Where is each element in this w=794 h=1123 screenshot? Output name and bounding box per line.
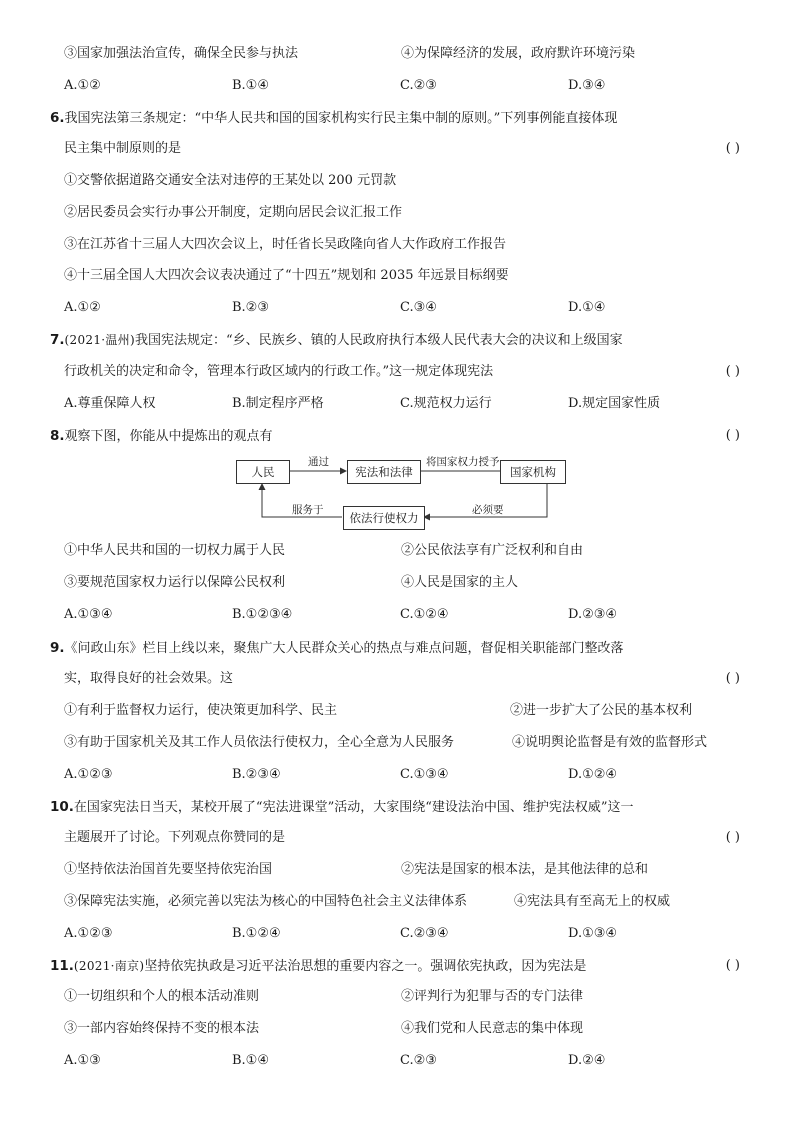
q5-option-b[interactable]: B.①④ bbox=[232, 78, 269, 93]
q11-options bbox=[64, 1051, 740, 1071]
q7-options bbox=[64, 394, 740, 414]
q10-stem-line-1 bbox=[50, 797, 740, 817]
q10-statement-1: ①坚持依法治国首先要坚持依宪治国 bbox=[64, 862, 273, 877]
q5-options bbox=[64, 76, 740, 96]
q9-stem-2: 实，取得良好的社会效果。这 bbox=[64, 671, 234, 686]
q10-option-a[interactable]: A.①②③ bbox=[64, 926, 113, 941]
q11-option-c[interactable]: C.②③ bbox=[400, 1053, 437, 1068]
q7-stem-line-2 bbox=[64, 362, 740, 382]
q8-option-a[interactable]: A.①③④ bbox=[64, 607, 113, 622]
q9-statement-3: ③有助于国家机关及其工作人员依法行使权力，全心全意为人民服务 bbox=[64, 735, 455, 750]
q7-option-b[interactable]: B.制定程序严格 bbox=[232, 396, 324, 411]
q10-statement-row-2 bbox=[64, 892, 740, 912]
q9-statement-row-2 bbox=[64, 733, 740, 753]
q8-statement-row-2 bbox=[64, 573, 740, 593]
q6-option-c[interactable]: C.③④ bbox=[400, 300, 437, 315]
q6-option-b[interactable]: B.②③ bbox=[232, 300, 269, 315]
q7-source: (2021·温州) bbox=[64, 333, 135, 347]
q7-option-c[interactable]: C.规范权力运行 bbox=[400, 396, 492, 411]
q9-number: 9. bbox=[50, 640, 65, 656]
q9-option-b[interactable]: B.②③④ bbox=[232, 767, 281, 782]
q8-option-c[interactable]: C.①②④ bbox=[400, 607, 449, 622]
node-people: 人民 bbox=[236, 460, 290, 484]
q9-options bbox=[64, 765, 740, 785]
q5-option-a[interactable]: A.①② bbox=[64, 78, 101, 93]
q10-statement-2: ②宪法是国家的根本法，是其他法律的总和 bbox=[401, 862, 649, 877]
q10-statement-4: ④宪法具有至高无上的权威 bbox=[514, 894, 671, 909]
q10-statement-row-1 bbox=[64, 860, 740, 880]
q9-stem-line-1 bbox=[50, 638, 740, 658]
label-grant-power: 将国家权力授予 bbox=[426, 456, 500, 468]
q8-statement-1: ①中华人民共和国的一切权力属于人民 bbox=[64, 543, 286, 558]
q8-answer-bracket[interactable]: ( ) bbox=[725, 428, 740, 443]
q6-stem-2: 民主集中制原则的是 bbox=[64, 141, 182, 156]
node-constitution-law: 宪法和法律 bbox=[347, 460, 421, 484]
q6-option-d[interactable]: D.①④ bbox=[568, 300, 606, 315]
q11-option-b[interactable]: B.①④ bbox=[232, 1053, 269, 1068]
q10-option-c[interactable]: C.②③④ bbox=[400, 926, 449, 941]
q11-answer-bracket[interactable]: ( ) bbox=[725, 958, 740, 973]
q10-answer-bracket[interactable]: ( ) bbox=[725, 830, 740, 845]
q6-statement-2: ②居民委员会实行办事公开制度，定期向居民会议汇报工作 bbox=[64, 205, 403, 220]
q7-option-a[interactable]: A.尊重保障人权 bbox=[64, 396, 156, 411]
q6-statement-3: ③在江苏省十三届人大四次会议上，时任省长吴政隆向省人大作政府工作报告 bbox=[64, 237, 507, 252]
q9-statement-2: ②进一步扩大了公民的基本权利 bbox=[510, 703, 693, 718]
q7-stem-1: 我国宪法规定：“乡、民族乡、镇的人民政府执行本级人民代表大会的决议和上级国家 bbox=[134, 333, 623, 348]
q10-stem-line-2 bbox=[64, 828, 740, 848]
q5-statement-4: ④为保障经济的发展，政府默许环境污染 bbox=[401, 46, 636, 61]
q8-number: 8. bbox=[50, 428, 65, 444]
q5-option-d[interactable]: D.③④ bbox=[568, 78, 606, 93]
q6-stem-1: 我国宪法第三条规定：“中华人民共和国的国家机构实行民主集中制的原则。”下列事例能直接体现 bbox=[64, 111, 618, 126]
q7-number: 7. bbox=[50, 332, 65, 348]
q8-statement-2: ②公民依法享有广泛权利和自由 bbox=[401, 543, 584, 558]
q6-number: 6. bbox=[50, 110, 65, 126]
q11-option-a[interactable]: A.①③ bbox=[64, 1053, 101, 1068]
label-must: 必须要 bbox=[472, 504, 504, 516]
q6-answer-bracket[interactable]: ( ) bbox=[725, 141, 740, 156]
q10-number: 10. bbox=[50, 799, 74, 815]
q9-answer-bracket[interactable]: ( ) bbox=[725, 671, 740, 686]
q9-option-a[interactable]: A.①②③ bbox=[64, 767, 113, 782]
q9-stem-line-2 bbox=[64, 669, 740, 689]
q11-stem-1: 坚持依宪执政是习近平法治思想的重要内容之一。强调依宪执政，因为宪法是 bbox=[144, 959, 587, 974]
q11-option-d[interactable]: D.②④ bbox=[568, 1053, 606, 1068]
q8-stem-line-1 bbox=[50, 426, 740, 446]
label-serve: 服务于 bbox=[292, 504, 324, 516]
q11-statement-row-2 bbox=[64, 1019, 740, 1039]
q9-stem-1: 《问政山东》栏目上线以来，聚焦广大人民群众关心的热点与难点问题，督促相关职能部门整改落 bbox=[64, 641, 624, 656]
node-exercise-power: 依法行使权力 bbox=[343, 506, 425, 530]
q10-statement-3: ③保障宪法实施，必须完善以宪法为核心的中国特色社会主义法律体系 bbox=[64, 894, 468, 909]
q8-flow-diagram bbox=[234, 454, 564, 530]
q7-answer-bracket[interactable]: ( ) bbox=[725, 364, 740, 379]
q8-statement-4: ④人民是国家的主人 bbox=[401, 575, 519, 590]
q9-statement-4: ④说明舆论监督是有效的监督形式 bbox=[512, 735, 708, 750]
q11-statement-4: ④我们党和人民意志的集中体现 bbox=[401, 1021, 584, 1036]
q11-stem-line-1 bbox=[50, 956, 740, 976]
q11-statement-row-1 bbox=[64, 987, 740, 1007]
q8-option-b[interactable]: B.①②③④ bbox=[232, 607, 293, 622]
q11-source: (2021·南京) bbox=[73, 959, 145, 973]
q10-options bbox=[64, 924, 740, 944]
q5-statement-3: ③国家加强法治宣传，确保全民参与执法 bbox=[64, 46, 299, 61]
q8-statement-row-1 bbox=[64, 541, 740, 561]
q8-option-d[interactable]: D.②③④ bbox=[568, 607, 618, 622]
q8-stem-1: 观察下图，你能从中提炼出的观点有 bbox=[64, 429, 273, 444]
q10-stem-2: 主题展开了讨论。下列观点你赞同的是 bbox=[64, 830, 286, 845]
q9-statement-row-1 bbox=[64, 701, 740, 721]
q11-statement-1: ①一切组织和个人的根本活动准则 bbox=[64, 989, 260, 1004]
q7-option-d[interactable]: D.规定国家性质 bbox=[568, 396, 661, 411]
q7-stem-2: 行政机关的决定和命令，管理本行政区域内的行政工作。”这一规定体现宪法 bbox=[64, 364, 494, 379]
q6-options bbox=[64, 298, 740, 318]
node-state-organs: 国家机构 bbox=[500, 460, 566, 484]
q6-stem-line-2 bbox=[64, 139, 740, 159]
q9-option-d[interactable]: D.①②④ bbox=[568, 767, 618, 782]
q7-stem-line-1 bbox=[50, 330, 740, 350]
q10-stem-1: 在国家宪法日当天，某校开展了“宪法进课堂”活动，大家围绕“建设法治中国、维护宪法权威”这一 bbox=[73, 800, 634, 815]
q6-stem-line-1 bbox=[50, 108, 740, 128]
label-through: 通过 bbox=[308, 456, 329, 468]
q6-statement-1: ①交警依据道路交通安全法对违停的王某处以 200 元罚款 bbox=[64, 173, 397, 188]
q6-statement-4: ④十三届全国人大四次会议表决通过了“十四五”规划和 2035 年远景目标纲要 bbox=[64, 268, 509, 283]
q11-number: 11. bbox=[50, 958, 74, 974]
q11-statement-2: ②评判行为犯罪与否的专门法律 bbox=[401, 989, 584, 1004]
q11-statement-3: ③一部内容始终保持不变的根本法 bbox=[64, 1021, 260, 1036]
q6-option-a[interactable]: A.①② bbox=[64, 300, 101, 315]
q5-statement-row-2 bbox=[64, 44, 740, 64]
q8-options bbox=[64, 605, 740, 625]
q10-option-b[interactable]: B.①②④ bbox=[232, 926, 281, 941]
q5-option-c[interactable]: C.②③ bbox=[400, 78, 437, 93]
q9-option-c[interactable]: C.①③④ bbox=[400, 767, 449, 782]
q10-option-d[interactable]: D.①③④ bbox=[568, 926, 618, 941]
q9-statement-1: ①有利于监督权力运行，使决策更加科学、民主 bbox=[64, 703, 338, 718]
q8-statement-3: ③要规范国家权力运行以保障公民权利 bbox=[64, 575, 286, 590]
